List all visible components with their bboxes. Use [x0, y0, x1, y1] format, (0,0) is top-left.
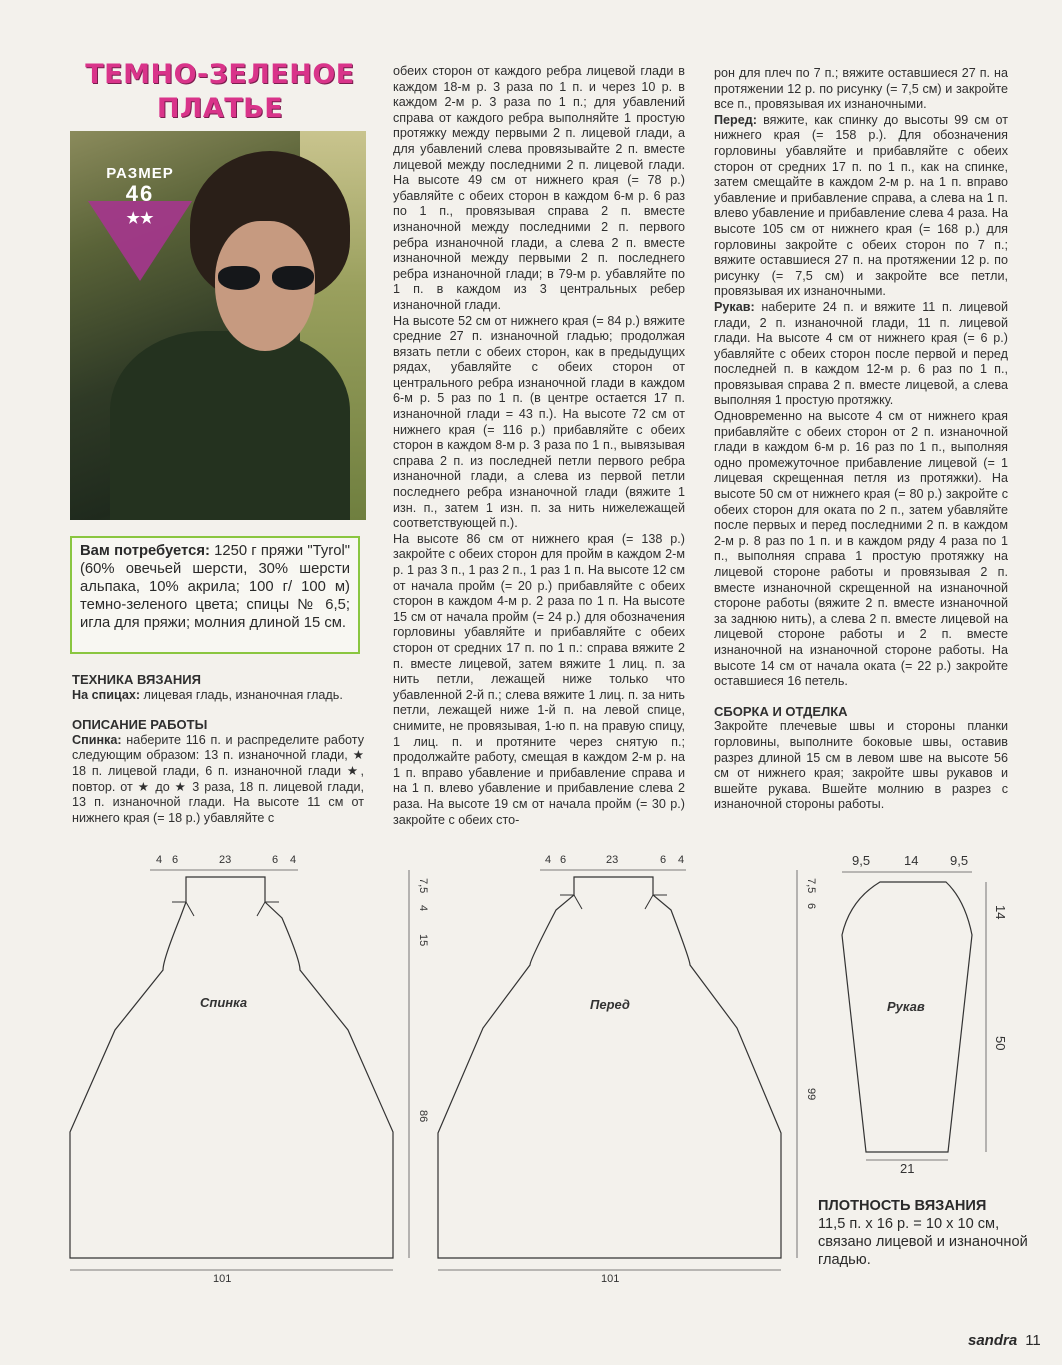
technique-label: На спицах:	[72, 687, 141, 702]
front-bottom: 101	[601, 1273, 620, 1285]
front-label: Перед	[590, 997, 630, 1012]
page-title	[70, 58, 370, 126]
back-dim-1: 4	[156, 854, 163, 866]
technique-text: лицевая гладь, изнаночная гладь.	[140, 687, 343, 702]
back-text: наберите 116 п. и распределите работу следующим образом: 13 п. изнаночной глади, ★ 18 п. лицевой глади, 6 п. изнаночной глади ★, повтор. от ★ до ★ 3 раза, 18 п. лицевой глади, 13 п. изнаночной глади. На высоте 11 см от нижнего края (= 18 р.) убавляйте с	[72, 732, 364, 825]
sunglasses	[218, 266, 314, 292]
column-1	[72, 672, 364, 826]
back-pattern-outline	[70, 877, 393, 1258]
sleeve-pattern-outline	[842, 882, 972, 1152]
sleeve-bottom: 21	[900, 1161, 915, 1176]
sleeve-dim-2: 14	[904, 853, 919, 868]
back-bottom: 101	[213, 1273, 232, 1285]
difficulty-stars: ★★	[126, 210, 154, 227]
col2-paragraph-2: На высоте 52 см от нижнего края (= 84 р.) вяжите средние 27 п. изнаночной гладью; продолжая вязать петли с обеих сторон, как в предыдущих рядах, убавляйте с обеих сторон от центрального ребра изнаночной глади в каждом 6-м р. 5 раз по 1 п. (в центре остается 17 п. изнаночной глади = 43 п.). На высоте 72 см от нижнего края (= 116 р.) прибавляйте с обеих сторон в каждом 8-м р. 3 раза по 1 п., вывязывая справа 2 п. из последней петли первого ребра изнаночной глади, а слева из первой петли последнего ребра изнаночной глади (вяжите 1 изн. п., затем 1 изн. п. за нить нижележащей соответствующей п.).	[393, 313, 685, 531]
title-line-1: ТЕМНО-ЗЕЛЕНОЕ	[85, 59, 355, 90]
front-dim-5: 4	[678, 854, 685, 866]
density-heading: ПЛОТНОСТЬ ВЯЗАНИЯ	[818, 1198, 987, 1214]
sleeve-paragraph-2: Одновременно на высоте 4 см от нижнего края прибавляйте с обеих сторон от 2 п. изнаночной глади в каждом 6-м р. 16 раз по 1 п., выполняя одно промежуточное прибавление лицевой (= 1 лицевая скрещенная петля из протяжки). На высоте 50 см от нижнего края (= 80 р.) закройте с обеих сторон для оката по 2 п., затем убавляйте после первых и перед последними 2 п. в каждом 2-м р. 8 раз по 1 п. и в каждом ряду 4 раза по 1 п., выполняя справа 1 простую протяжку на лицевой стороне работы и провязывая 2 п. вместе изнаночной скрещенной на изнаночной стороне работы (вяжите 2 п. вместе изнаночной за заднюю нить), а слева 2 п. вместе лицевой на лицевой стороне работы и 2 п. вместе изнаночной на изнаночной стороне работы. На высоте 14 см от начала оката (= 22 р.) закройте оставшиеся 16 петель.	[714, 409, 1008, 689]
model-photo	[70, 131, 366, 520]
sleeve-dim-1: 9,5	[852, 853, 871, 868]
front-dim-4: 6	[660, 854, 667, 866]
materials-box	[70, 536, 360, 654]
front-dim-2: 6	[560, 854, 567, 866]
materials-heading: Вам потребуется:	[80, 543, 210, 559]
col3-paragraph-1: рон для плеч по 7 п.; вяжите оставшиеся 27 п. на протяжении 12 р. по рисунку (= 7,5 см) и закройте все п., провязывая их изнаночными.	[714, 66, 1008, 112]
col2-paragraph-1: обеих сторон от каждого ребра лицевой глади в каждом 18-м р. 3 раза по 1 п. и через 10 р. в каждом 2-м р. 3 раза по 1 п.; для убавлений справа от каждого ребра выполняйте 1 простую протяжку между первыми 2 п. лицевой глади, а для убавлений слева провязывайте 2 п. вместе лицевой между последними 2 п. лицевой глади. На высоте 49 см от нижнего края (= 78 р.) убавляйте с обеих сторон в каждом 6-м р. 6 раз по 1 п., провязывая справа 2 п. вместе изнаночной между последними 2 п. первого ребра изнаночной глади, а слева 2 п. вместе изнаночной между первыми 2 п. последнего ребра изнаночной глади; в 79-м р. убавляйте по 1 п. в каждом из 3 центральных ребер изнаночной глади.	[393, 64, 685, 312]
sleeve-text: наберите 24 п. и вяжите 11 п. лицевой глади, 2 п. изнаночной глади, 11 п. лицевой глади. На высоте 4 см от нижнего края (= 6 р.) убавляйте с обеих сторон после первой и перед последней п. в каждом 12-м р. 6 раз по 1 п., провязывая справа 2 п. вместе лицевой, а слева выполняя 1 простую протяжку.	[714, 299, 1008, 408]
knitting-density	[818, 1197, 1028, 1269]
sleeve-side-2: 50	[993, 1036, 1008, 1051]
back-side-3: 15	[417, 934, 429, 947]
assembly-heading: СБОРКА И ОТДЕЛКА	[714, 703, 848, 719]
page-number: 11	[1025, 1332, 1041, 1349]
back-label: Спинка	[200, 995, 248, 1010]
sleeve-label: Рукав:	[714, 299, 755, 314]
column-2	[393, 64, 685, 828]
title-line-2: ПЛАТЬЕ	[156, 93, 284, 124]
back-side-4: 86	[417, 1110, 429, 1123]
front-side-2: 6	[805, 903, 817, 910]
page-footer	[968, 1332, 1041, 1349]
assembly-text: Закройте плечевые швы и стороны планки горловины, выполните боковые швы, оставив разрез длиной 15 см в левом шве на высоте 56 см от нижнего края; закройте швы рукавов и вшейте рукава. Вшейте молнию в разрез с изнаночной стороны работы.	[714, 719, 1008, 812]
back-side-2: 4	[417, 905, 429, 912]
back-label: Спинка:	[72, 732, 122, 747]
front-label: Перед:	[714, 112, 757, 127]
back-side-1: 7,5	[417, 878, 429, 894]
front-side-1: 7,5	[805, 878, 817, 894]
back-dim-4: 6	[272, 854, 279, 866]
brand-name: sandra	[968, 1332, 1018, 1349]
sleeve-dim-3: 9,5	[950, 853, 969, 868]
front-text: вяжите, как спинку до высоты 99 см от нижнего края (= 158 р.). Для обозначения горловины убавляйте и прибавляйте с обеих сторон от средних 17 п. по 1 п., как на спинке, затем смещайте в каждом 2-м р. на 1 п. вправо убавление и прибавление справа, а слева на 1 п. влево убавление и прибавление слева 4 раза. На высоте 105 см от нижнего края (= 168 р.) для горловины закройте с обеих сторон по 7 п.; вяжите оставшиеся 27 п. на протяжении 12 р. по рисунку (= 7,5 см) и закройте все петли, провязывая их изнаночными.	[714, 112, 1008, 299]
front-dim-1: 4	[545, 854, 552, 866]
technique-heading: ТЕХНИКА ВЯЗАНИЯ	[72, 672, 201, 687]
dress-body	[110, 331, 350, 520]
back-dim-2: 6	[172, 854, 179, 866]
sleeve-side-1: 14	[993, 905, 1008, 920]
materials-text: 1250 г пряжи "Tyrol" (60% овечьей шерсти, 30% шерсти альпака, 10% акрила; 100 г/ 100 м) темно-зеленого цвета; спицы № 6,5; игла для пряжи; молния длиной 15 см.	[80, 543, 350, 631]
size-value: 46	[125, 181, 155, 206]
description-heading: ОПИСАНИЕ РАБОТЫ	[72, 717, 208, 733]
size-badge	[80, 161, 200, 301]
front-pattern-outline	[438, 877, 781, 1258]
density-text: 11,5 п. x 16 р. = 10 x 10 см, связано лицевой и изнаночной гладью.	[818, 1216, 1028, 1268]
front-dim-3: 23	[606, 854, 619, 866]
size-label: РАЗМЕР	[106, 165, 174, 182]
sleeve-label: Рукав	[887, 999, 925, 1014]
col2-paragraph-3: На высоте 86 см от нижнего края (= 138 р.) закройте с обеих сторон для пройм в каждом 2-м р. 1 раз 3 п., 1 раз 2 п., 1 раз 1 п. На высоте 12 см от начала пройм (= 20 р.) прибавляйте с обеих сторон в каждом 4-м р. 2 раза по 1 п. На высоте 15 см от начала пройм (= 24 р.) для обозначения горловины убавляйте и прибавляйте с обеих сторон от средних 17 п. по 1 п.: справа вяжите 2 п. вместе лицевой, затем вяжите 1 лиц. п. за нить петли, лежащей ниже только что убавленной 2-й п.; слева вяжите 1 лиц. п. за нить петли, лежащей ниже 1-й п. на левой спице, снимите, не провязывая, 1-ю п. на правую спицу, 1 лиц. п. и протяните через снятую п.; продолжайте работу, смещая в каждом 2-м р. на 1 п. вправо убавление и прибавление справа и на 1 п. влево убавление и прибавление слева 2 раза. На высоте 19 см от начала пройм (= 30 р.) закройте с обеих сто-	[393, 531, 685, 827]
front-side-3: 99	[805, 1088, 817, 1101]
back-dim-5: 4	[290, 854, 297, 866]
column-3	[714, 66, 1008, 813]
back-dim-3: 23	[219, 854, 232, 866]
